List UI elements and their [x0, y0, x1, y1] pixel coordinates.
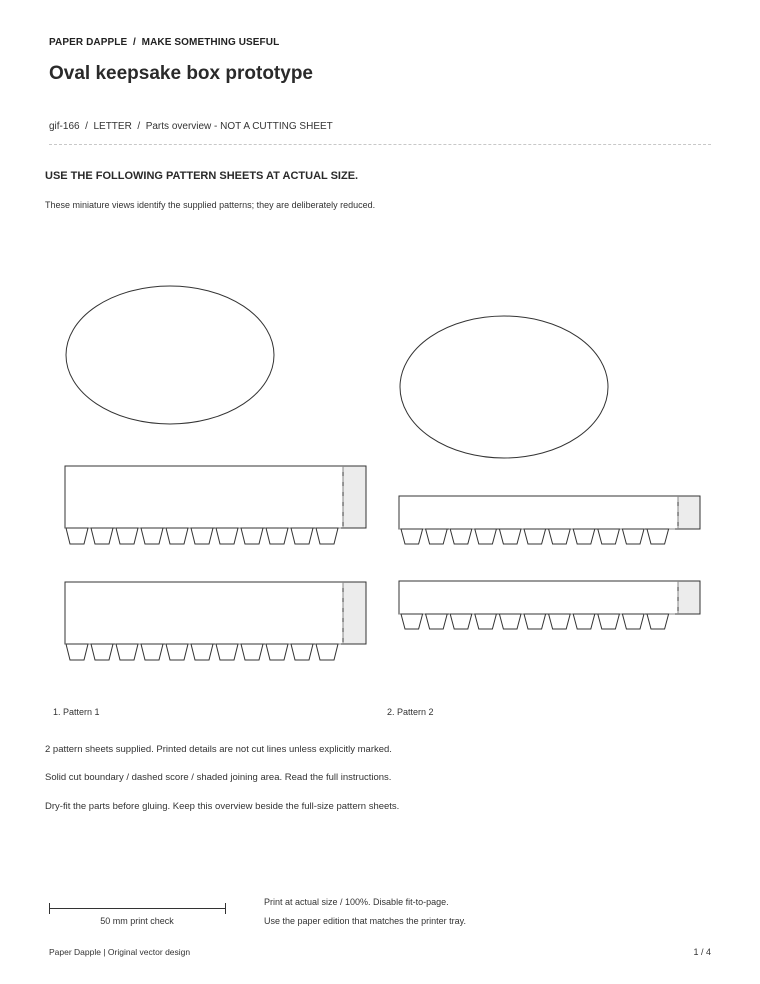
glue-tab	[241, 528, 263, 544]
print-note-actual-size: Print at actual size / 100%. Disable fit-to-page.	[264, 897, 449, 907]
glue-tab	[316, 528, 338, 544]
glue-tab	[241, 644, 263, 660]
note-dry-fit: Dry-fit the parts before gluing. Keep this overview beside the full-size pattern sheets.	[45, 801, 400, 812]
glue-tab	[401, 529, 423, 544]
glue-tab	[573, 614, 595, 629]
glue-tab	[598, 614, 620, 629]
glue-tab	[141, 528, 163, 544]
pattern-2-side-strip-a	[399, 496, 700, 544]
glue-tab	[549, 614, 571, 629]
glue-tab	[622, 614, 644, 629]
glue-tab	[91, 644, 113, 660]
scale-bar	[49, 908, 225, 909]
glue-tab	[166, 644, 188, 660]
glue-tab	[116, 644, 138, 660]
glue-tab	[524, 529, 546, 544]
glue-tab	[191, 528, 213, 544]
glue-tab	[426, 614, 448, 629]
glue-tab	[316, 644, 338, 660]
glue-tab	[499, 529, 521, 544]
brand-line: PAPER DAPPLE / MAKE SOMETHING USEFUL	[49, 37, 280, 48]
pattern-2-side-strip-b	[399, 581, 700, 629]
glue-tab	[141, 644, 163, 660]
glue-tab	[573, 529, 595, 544]
glue-tab	[216, 528, 238, 544]
glue-tab	[622, 529, 644, 544]
document-meta: gif-166 / LETTER / Parts overview - NOT A CUTTING SHEET	[49, 121, 333, 132]
glue-tab	[647, 614, 669, 629]
glue-tab	[191, 644, 213, 660]
glue-tab	[499, 614, 521, 629]
pattern-2-preview	[399, 316, 700, 629]
scale-bar-label: 50 mm print check	[100, 916, 174, 926]
glue-tab	[475, 529, 497, 544]
glue-tab	[116, 528, 138, 544]
pattern-1-caption: 1. Pattern 1	[53, 707, 100, 717]
scale-bar-end-tick	[225, 903, 226, 914]
glue-tab	[166, 528, 188, 544]
pattern-1-preview	[65, 286, 366, 660]
pattern-2-caption: 2. Pattern 2	[387, 707, 434, 717]
glue-tab	[216, 644, 238, 660]
scale-bar-start-tick	[49, 903, 50, 914]
note-sheets-supplied: 2 pattern sheets supplied. Printed details are not cut lines unless explicitly marked.	[45, 744, 392, 755]
glue-tab	[401, 614, 423, 629]
page-number: 1 / 4	[693, 947, 711, 957]
glue-tab	[450, 529, 472, 544]
glue-tab	[291, 528, 313, 544]
glue-tab	[549, 529, 571, 544]
glue-tab	[66, 644, 88, 660]
glue-tab	[475, 614, 497, 629]
glue-tab	[66, 528, 88, 544]
glue-tab	[266, 644, 288, 660]
glue-tab	[291, 644, 313, 660]
glue-tab	[524, 614, 546, 629]
glue-tab	[266, 528, 288, 544]
glue-tab	[426, 529, 448, 544]
pattern-1-oval-base	[66, 286, 274, 424]
pattern-1-side-strip-b	[65, 582, 366, 660]
glue-tab	[647, 529, 669, 544]
glue-tab	[91, 528, 113, 544]
print-note-paper: Use the paper edition that matches the printer tray.	[264, 916, 466, 926]
glue-tab	[598, 529, 620, 544]
page-title: Oval keepsake box prototype	[49, 63, 313, 84]
footer-credit: Paper Dapple | Original vector design	[49, 947, 191, 957]
pattern-1-side-strip-a	[65, 466, 366, 544]
note-line-legend: Solid cut boundary / dashed score / shaded joining area. Read the full instructions.	[45, 772, 392, 783]
pattern-2-oval-base	[400, 316, 608, 458]
instruction-subtext: These miniature views identify the supplied patterns; they are deliberately reduced.	[45, 200, 376, 210]
instruction-heading: USE THE FOLLOWING PATTERN SHEETS AT ACTUAL SIZE.	[45, 170, 359, 182]
glue-tab	[450, 614, 472, 629]
